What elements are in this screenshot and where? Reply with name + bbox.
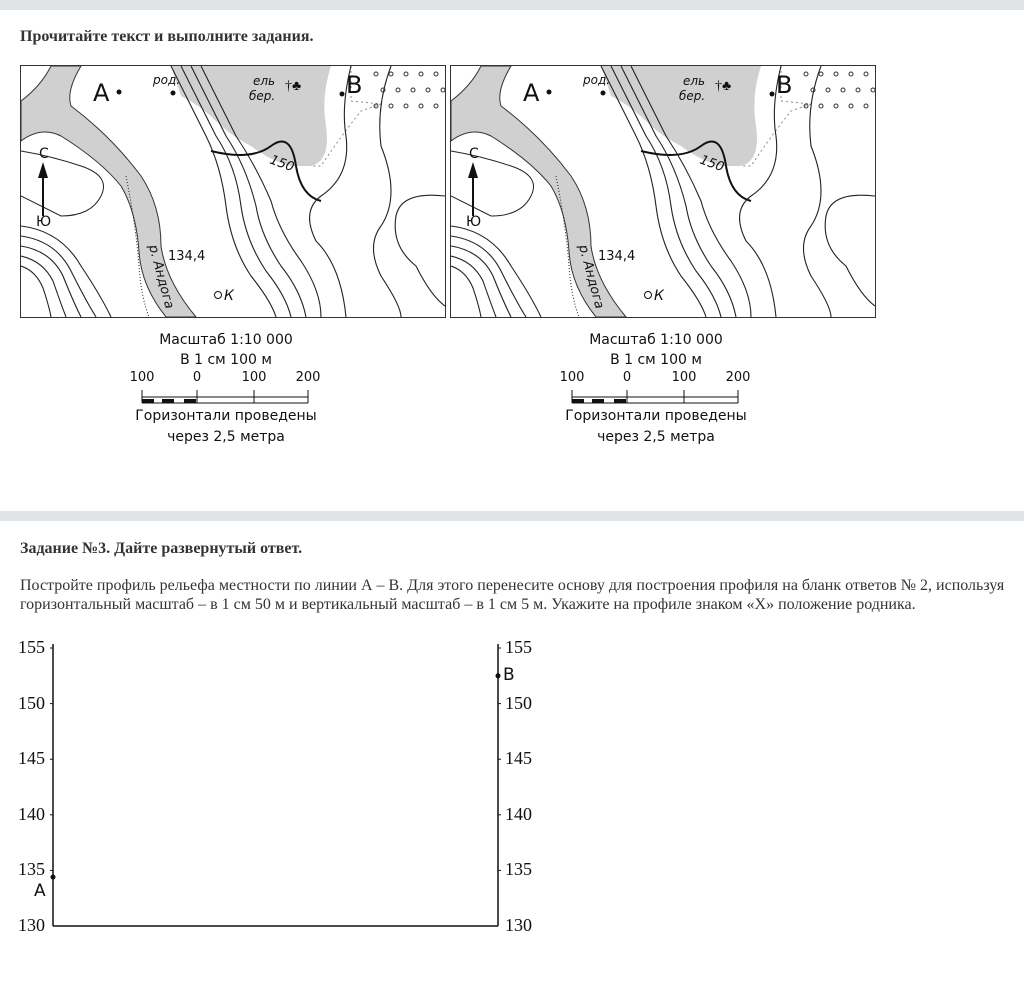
contour-line [21, 266, 51, 317]
meadow-symbol [804, 72, 808, 76]
point-b-dot [770, 92, 775, 97]
map-1-legend [116, 330, 336, 448]
meadow-symbol [871, 88, 875, 92]
top-divider-band [0, 0, 1024, 10]
forest-label-spruce: ель [683, 74, 706, 88]
meadow-symbol [389, 72, 393, 76]
meadow-symbol [856, 88, 860, 92]
scale-text: В 1 см 100 м [610, 352, 702, 368]
y-tick-label-right: 140 [505, 803, 532, 824]
profile-axes [0, 636, 560, 946]
map-2-legend [546, 330, 766, 448]
contour-150-label: 150 [267, 152, 297, 176]
y-tick-label-right: 145 [505, 748, 532, 769]
meadow-symbol [419, 72, 423, 76]
intro-heading: Прочитайте текст и выполните задания. [20, 28, 314, 45]
point-k-marker [645, 292, 652, 299]
topographic-map-1 [20, 65, 446, 318]
forest-label-birch: бер. [679, 89, 706, 103]
scale-tick: 100 [559, 370, 585, 385]
point-b-dot [340, 92, 345, 97]
scale-tick: 0 [622, 370, 632, 385]
meadow-symbol [434, 72, 438, 76]
meadow-symbol [434, 104, 438, 108]
contour-line [21, 256, 66, 317]
profile-frame [0, 636, 560, 946]
contours-note-line-2: через 2,5 метра [167, 429, 285, 445]
contours-note-line-1: Горизонтали проведены [565, 408, 747, 424]
contour-line [825, 195, 875, 306]
task-text: Постройте профиль рельефа местности по линии А – В. Для этого перенесите основу для построения профиля на бланк ответов № 2, используя горизонтальный масштаб – в 1 см 50 м и вертикальный масштаб – в 1 см 5 м. Укажите на профиле знаком «Х» положение родника. [20, 577, 1005, 613]
y-tick-label-left: 145 [18, 748, 45, 769]
meadow-symbol [826, 88, 830, 92]
north-arrowhead [38, 162, 48, 178]
contour-line [395, 195, 445, 306]
scale-tick: 0 [192, 370, 202, 385]
ravine [21, 151, 104, 216]
meadow-symbol [404, 72, 408, 76]
tree-icons: †♣ [715, 79, 732, 94]
meadow-symbol [374, 72, 378, 76]
meadow-symbol [849, 104, 853, 108]
y-tick-label-left: 155 [18, 637, 45, 657]
elevation-mark-label: 134,4 [168, 249, 206, 264]
meadow-symbol [841, 88, 845, 92]
point-b-label: B [503, 664, 515, 685]
elevation-mark-label: 134,4 [598, 249, 636, 264]
scale-bar [546, 370, 766, 406]
contour-line [451, 266, 481, 317]
y-tick-label-right: 130 [505, 915, 532, 935]
meadow-symbol [819, 104, 823, 108]
tree-icons: †♣ [285, 79, 302, 94]
contours-note-line-2: через 2,5 метра [597, 429, 715, 445]
scale-tick: 100 [129, 370, 155, 385]
map-2-drawing [451, 66, 875, 317]
point-a-marker [51, 875, 56, 880]
ravine [451, 151, 534, 216]
spring-label: род. [583, 73, 611, 87]
south-label: Ю [466, 214, 482, 230]
spring-dot [171, 91, 176, 96]
point-a-label: A [93, 79, 110, 107]
meadow-symbol [864, 72, 868, 76]
river-label: р. Андога [145, 243, 177, 311]
meadow-symbol [419, 104, 423, 108]
scale-tick: 100 [241, 370, 267, 385]
scale-bar-graphic [546, 370, 766, 406]
point-k-marker [215, 292, 222, 299]
scale-tick: 200 [295, 370, 321, 385]
contour-line [451, 256, 496, 317]
meadow-symbol [426, 88, 430, 92]
meadow-symbol [834, 72, 838, 76]
meadow-symbol [404, 104, 408, 108]
scale-bar [116, 370, 336, 406]
meadow-symbol [396, 88, 400, 92]
contour-line [451, 246, 511, 317]
meadow-symbol [864, 104, 868, 108]
scale-tick: 100 [671, 370, 697, 385]
y-tick-label-right: 150 [505, 692, 532, 713]
north-label: С [39, 146, 49, 162]
map-1-drawing [21, 66, 445, 317]
point-k-label: К [654, 288, 664, 304]
y-tick-label-left: 130 [18, 915, 45, 935]
point-a-dot [547, 90, 552, 95]
point-b-label: B [346, 71, 363, 99]
y-tick-label-left: 140 [18, 803, 45, 824]
forest-label-spruce: ель [253, 74, 276, 88]
meadow-symbol [441, 88, 445, 92]
scale-bar-graphic [116, 370, 336, 406]
point-b-label: B [776, 71, 793, 99]
y-tick-label-left: 135 [18, 859, 45, 880]
spring-label: род. [153, 73, 181, 87]
point-a-label: A [523, 79, 540, 107]
y-tick-label-right: 155 [505, 637, 532, 657]
scale-tick: 200 [725, 370, 751, 385]
meadow-symbol [849, 72, 853, 76]
contours-note-line-1: Горизонтали проведены [135, 408, 317, 424]
spring-dot [601, 91, 606, 96]
task-heading: Задание №3. Дайте развернутый ответ. [20, 540, 303, 557]
forest-area [171, 66, 331, 166]
contour-line [21, 246, 81, 317]
north-arrowhead [468, 162, 478, 178]
scale-label: Масштаб 1:10 000 [159, 332, 293, 348]
contour-line [21, 236, 96, 317]
north-label: С [469, 146, 479, 162]
section-divider-band [0, 511, 1024, 521]
forest-area [601, 66, 761, 166]
meadow-symbol [834, 104, 838, 108]
meadow-symbol [819, 72, 823, 76]
point-b-marker [496, 673, 501, 678]
forest-label-birch: бер. [249, 89, 276, 103]
scale-text: В 1 см 100 м [180, 352, 272, 368]
river-label: р. Андога [575, 243, 607, 311]
scale-label: Масштаб 1:10 000 [589, 332, 723, 348]
point-a-label: A [34, 881, 46, 902]
meadow-symbol [411, 88, 415, 92]
topographic-map-2 [450, 65, 876, 318]
meadow-symbol [389, 104, 393, 108]
point-k-label: К [224, 288, 234, 304]
contour-150-label: 150 [697, 152, 727, 176]
south-label: Ю [36, 214, 52, 230]
point-a-dot [117, 90, 122, 95]
contour-line [451, 236, 526, 317]
y-tick-label-right: 135 [505, 859, 532, 880]
y-tick-label-left: 150 [18, 692, 45, 713]
